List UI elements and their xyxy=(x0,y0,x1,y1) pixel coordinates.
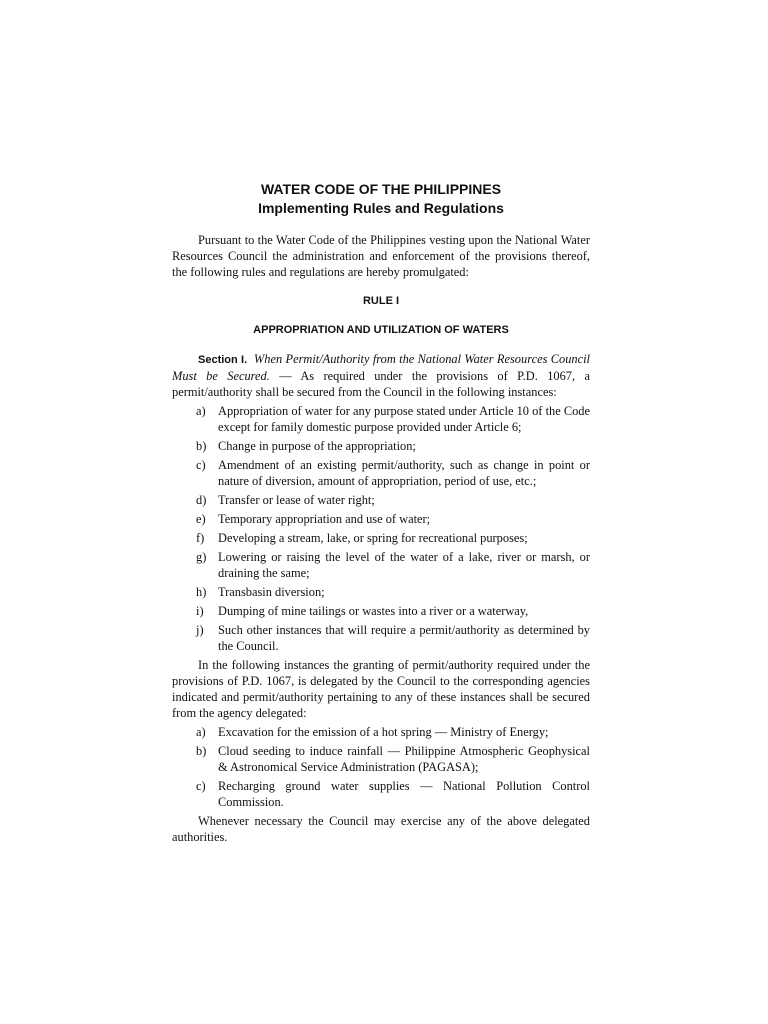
delegation-paragraph: In the following instances the granting of permit/authority required under the provisions of P.D. 1067, is delegated by the Council to the corresponding agencies indicated and permit/authority pertaining to any of these instances shall be secured from the agency delegated: xyxy=(172,658,590,720)
list-item-text: Lowering or raising the level of the water of a lake, river or marsh, or draining the same; xyxy=(218,550,590,580)
section-body: — As required under the provisions of P.D. 1067, a permit/authority shall be secured from the Council in the following instances: xyxy=(172,369,590,399)
list-item xyxy=(172,511,590,527)
list-marker: a) xyxy=(196,725,206,739)
list-marker: f) xyxy=(196,531,205,545)
list-marker: j) xyxy=(196,623,204,637)
list-marker: c) xyxy=(196,779,206,793)
list-item xyxy=(172,778,590,810)
title-line-1: WATER CODE OF THE PHILIPPINES xyxy=(260,181,502,197)
list-marker: b) xyxy=(196,439,207,453)
rule-heading: RULE I xyxy=(362,295,400,307)
permit-instances-list xyxy=(172,403,590,654)
section-1-paragraph xyxy=(172,351,590,400)
document-title xyxy=(172,180,590,218)
list-item xyxy=(172,492,590,508)
closing-paragraph: Whenever necessary the Council may exercise any of the above delegated authorities. xyxy=(172,814,590,844)
intro-paragraph: Pursuant to the Water Code of the Philippines vesting upon the National Water Resources Council the administration and enforcement of the provisions thereof, the following rules and regulations are hereby promulgated: xyxy=(172,233,590,279)
list-item xyxy=(172,457,590,489)
list-marker: c) xyxy=(196,458,206,472)
list-marker: d) xyxy=(196,493,207,507)
title-line-2: Implementing Rules and Regulations xyxy=(258,200,504,216)
list-item-text: Developing a stream, lake, or spring for recreational purposes; xyxy=(218,531,528,545)
document-page xyxy=(172,180,590,845)
list-item xyxy=(172,530,590,546)
list-marker: i) xyxy=(196,604,204,618)
list-item xyxy=(172,549,590,581)
list-marker: a) xyxy=(196,404,206,418)
list-marker: g) xyxy=(196,550,207,564)
list-item-text: Temporary appropriation and use of water; xyxy=(218,512,431,526)
list-marker: b) xyxy=(196,744,207,758)
rule-title: APPROPRIATION AND UTILIZATION OF WATERS xyxy=(253,324,509,336)
list-marker: e) xyxy=(196,512,206,526)
list-item xyxy=(172,622,590,654)
list-item-text: Transbasin diversion; xyxy=(218,585,325,599)
list-item-text: Transfer or lease of water right; xyxy=(218,493,375,507)
list-item-text: Dumping of mine tailings or wastes into a river or a waterway, xyxy=(218,604,529,618)
list-item xyxy=(172,724,590,740)
list-item-text: Such other instances that will require a permit/authority as determined by the Council. xyxy=(218,623,590,653)
list-item xyxy=(172,403,590,435)
delegated-instances-list xyxy=(172,724,590,810)
list-item-text: Change in purpose of the appropriation; xyxy=(218,439,416,453)
list-item xyxy=(172,438,590,454)
list-item-text: Amendment of an existing permit/authority, such as change in point or nature of diversion, amount of appropriation, period of use, etc.; xyxy=(218,458,590,488)
list-item xyxy=(172,603,590,619)
list-item xyxy=(172,743,590,775)
list-item-text: Recharging ground water supplies — National Pollution Control Commission. xyxy=(218,779,590,809)
list-marker: h) xyxy=(196,585,207,599)
list-item-text: Appropriation of water for any purpose stated under Article 10 of the Code except for family domestic purpose provided under Article 6; xyxy=(218,404,590,434)
list-item xyxy=(172,584,590,600)
section-label: Section I. xyxy=(198,354,248,366)
section-title: When Permit/Authority from the National Water Resources Council Must be Secured. xyxy=(172,352,590,383)
list-item-text: Cloud seeding to induce rainfall — Philippine Atmospheric Geophysical & Astronomical Service Administration (PAGASA); xyxy=(218,744,590,774)
list-item-text: Excavation for the emission of a hot spring — Ministry of Energy; xyxy=(218,725,549,739)
